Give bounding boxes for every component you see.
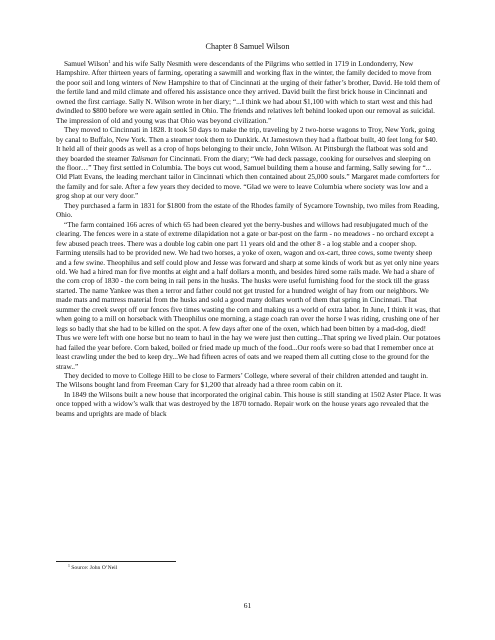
paragraph-2-start: They moved to Cincinnati in 1828. It took 50 days to make the trip, traveling by 2 two-horse wagons to Troy, New York, going by canal to Buffalo, New York. Then a steamer took them to Dunkirk. At Jamestown they had a flatboat built, 40 feet long for $40. It held all of their goods as well as a crop of hops belonging to their uncle, John Wilson. At Pittsburgh the flatboat was sold and they boarded the steamer	[56, 125, 438, 163]
paragraph-4: “The farm contained 166 acres of which 65 had been cleared yet the berry-bushes and willows had resubjugated much of the clearing. The fences were in a state of extreme dilapidation not a gate or bar-post on the farm - no meadows - no orchard except a few abused peach trees. There was a double log cabin one part 11 years old and the other 8 - a log stable and a cooper shop. Farming utensils had to be provided new. We had two horses, a yoke of oxen, wagon and ox-cart, three cows, some twenty sheep and a few swine. Theophilus and self could plow and Jesse was forward and sharp at some kinds of work but as yet only nine years old. We had a hired man for five months at eight and a half dollars a month, and besides hired some rails made. We had a share of the corn crop of 1830 - the corn being in rail pens in the husks. The husks were useful furnishing food for the stock till the grass started. The name Yankee was then a terror and father could not get trusted for a hundred weight of hay from our neighbors. We made mats and mattress material from the husks and sold a good many dollars worth of them that spring in Cincinnati. That summer the creek swept off our fences five times wasting the corn and making us a world of extra labor. In June, I think it was, that when going to a mill on horseback with Theophilus one morning, a stage coach ran over the horse I was riding, crushing one of her legs so badly that she had to be killed on the spot. A few days after one of the oxen, which had been bitten by a mad-dog, died! Thus we were left with one horse but no team to haul in the hay we were just then cutting...That spring we lived plain. Our potatoes had failed the year before. Corn baked, boiled or fried made up much of the food...Our roofs were so bad that I remember once at least crawling under the bed to keep dry...We had fifteen acres of oats and we reaped them all cutting close to the ground for the straw..”	[56, 219, 441, 371]
paragraph-1	[56, 59, 441, 125]
paragraph-6: In 1849 the Wilsons built a new house that incorporated the original cabin. This house is still standing at 1502 Aster Place. It was once topped with a widow’s walk that was destroyed by the 1870 tornado. Repair work on the house years ago revealed that the beams and uprights are made of black	[56, 389, 441, 418]
paragraph-5: They decided to move to College Hill to be close to Farmers’ College, where several of their children attended and taught in. The Wilsons bought land from Freeman Cary for $1,200 that already had a three room cabin on it.	[56, 370, 428, 390]
footnote-reference: 1	[108, 59, 111, 64]
footnote-marker: 1	[68, 564, 70, 568]
footnote	[68, 565, 117, 572]
body-text	[56, 59, 441, 418]
steamer-name: Talisman	[130, 153, 158, 163]
footnote-divider	[56, 561, 176, 562]
paragraph-3: They purchased a farm in 1831 for $1800 from the estate of the Rhodes family of Sycamore Township, two miles from Reading, Ohio.	[56, 200, 440, 220]
chapter-title: Chapter 8 Samuel Wilson	[205, 42, 290, 51]
footnote-text: Source: John O’Neil	[69, 565, 118, 571]
page-number: 61	[243, 601, 252, 610]
paragraph-2-rest: for Cincinnati. From the diary; “We had deck passage, cooking for ourselves and sleeping on the floor…” They first settled in Columbia. The boys cut wood, Samuel building them a house and farming, Sally sewing for “... Old Platt Evans, the leading merchant tailor in Cincinnati which then contained about 25,000 souls.” Margaret made comforters for the family and for sale. After a few years they decided to move. “Glad we were to leave Columbia where society was low and a grog shop at our very door.”	[56, 153, 440, 201]
paragraph-1-rest: and his wife Sally Nesmith were descendants of the Pilgrims who settled in 1719 in Londonderry, New Hampshire. After thirteen years of farming, operating a sawmill and working flax in the winter, the family decided to move from the poor soil and long winters of New Hampshire to that of Cincinnati at the urging of their father’s brother, David. He told them of the fertile land and mild climate and offered his assistance once they arrived. David built the first brick house in Cincinnati and owned the first carriage. Sally N. Wilson wrote in her diary; “...I think we had about $1,100 with which to start west and this had dwindled to $800 before we were again settled in Ohio. The friends and relatives left behind looked upon our removal as suicidal. The impression of old and young was that Ohio was beyond civilization.”	[56, 59, 441, 125]
paragraph-1-start: Samuel Wilson	[64, 59, 109, 68]
paragraph-2	[56, 125, 441, 201]
